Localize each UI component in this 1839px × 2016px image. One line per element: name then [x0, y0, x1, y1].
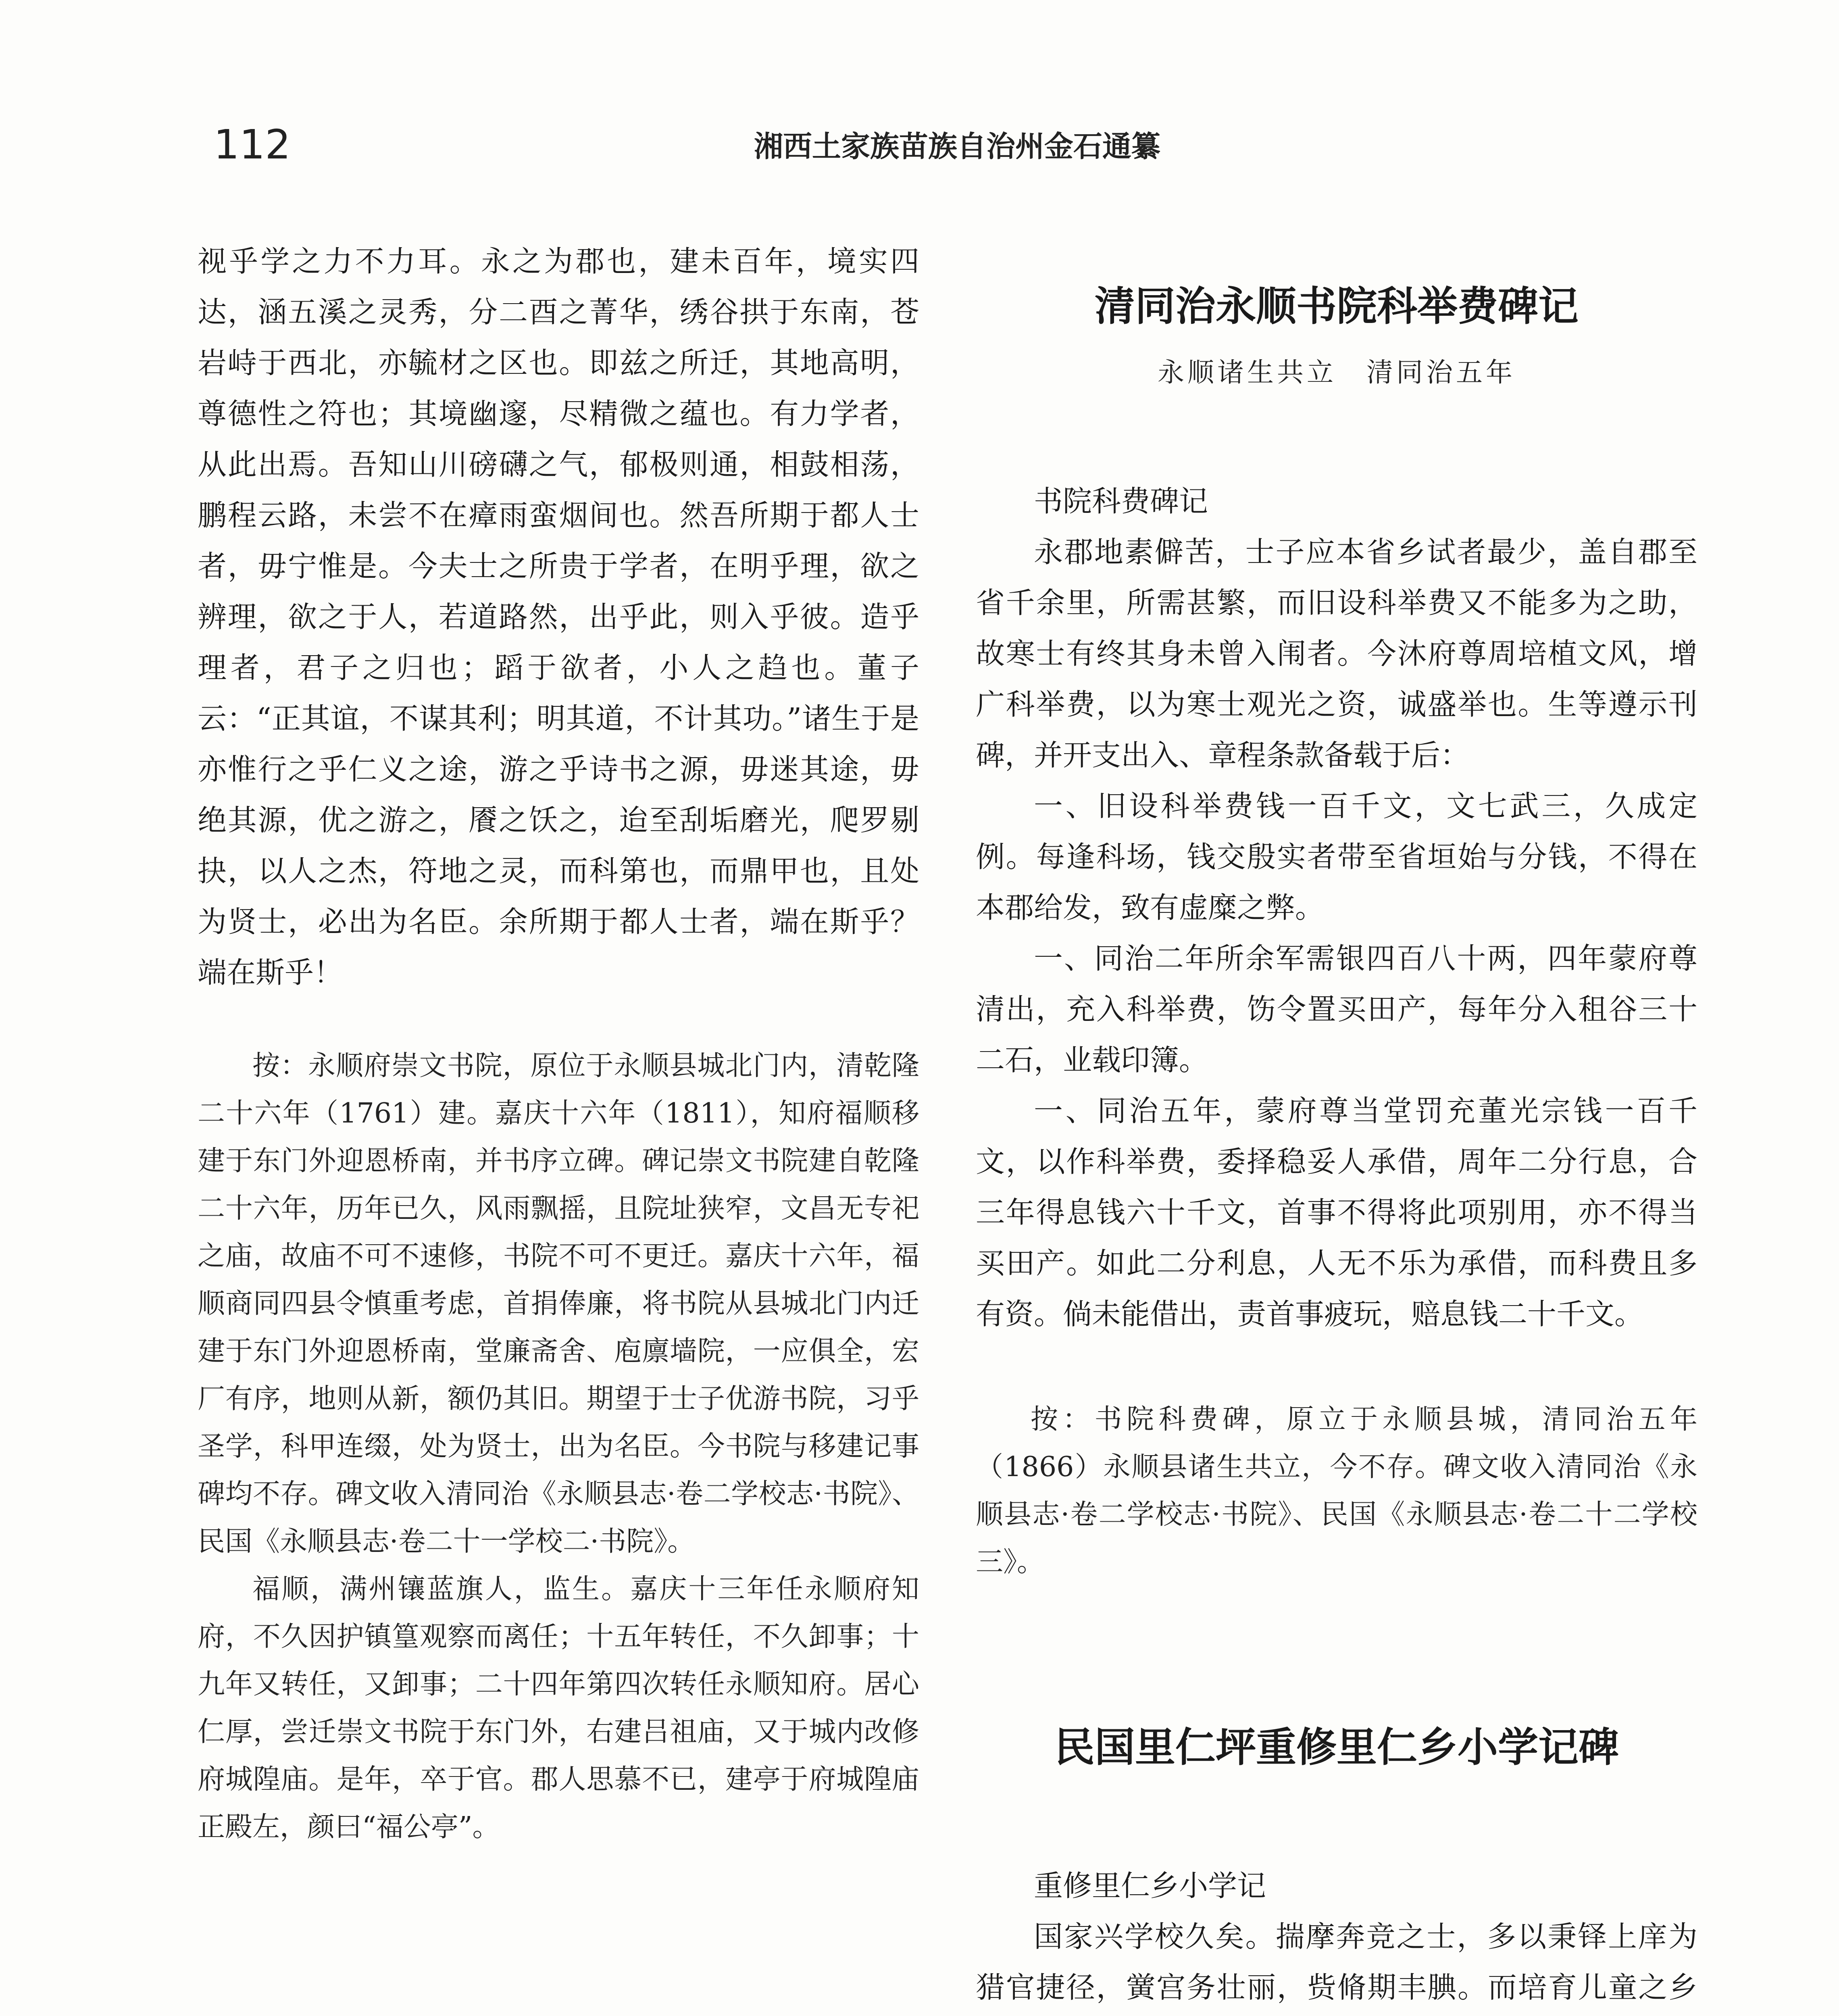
- left-column: [198, 236, 919, 1851]
- article1-paragraph: 一、旧设科举费钱一百千文，文七武三，久成定例。每逢科场，钱交殷实者带至省垣始与分钱，不得在本郡给发，致有虚糜之弊。: [976, 789, 1697, 925]
- article1-byline: 永顺诸生共立 清同治五年: [1158, 357, 1516, 388]
- left-body-paragraph: 视乎学之力不力耳。永之为郡也，建未百年，境实四达，涵五溪之灵秀，分二酉之菁华，绣谷拱于东南，苍岩峙于西北，亦毓材之区也。即兹之所迁，其地高明，尊德性之符也；其境幽邃，尽精微之蕴也。有力学者，从此出焉。吾知山川磅礴之气，郁极则通，相鼓相荡，鹏程云路，未尝不在瘴雨蛮烟间也。然吾所期于都人士者，毋宁惟是。今夫士之所贵于学者，在明乎理，欲之辨理，欲之于人，若道路然，出乎此，则入乎彼。造乎理者，君子之归也；蹈于欲者，小人之趋也。董子云：“正其谊，不谋其利；明其道，不计其功。”诸生于是亦惟行之乎仁义之途，游之乎诗书之源，毋迷其途，毋绝其源，优之游之，餍之饫之，迨至刮垢磨光，爬罗剔抉，以人之杰，符地之灵，而科第也，而鼎甲也，且处为贤士，必出为名臣。余所期于都人士者，端在斯乎？端在斯乎！: [198, 244, 919, 989]
- article1-paragraph: 一、同治五年，蒙府尊当堂罚充董光宗钱一百千文，以作科举费，委择稳妥人承借，周年二分行息，合三年得息钱六十千文，首事不得将此项别用，亦不得当买田产。如此二分利息，人无不乐为承借，而科费且多有资。倘未能借出，责首事疲玩，赔息钱二十千文。: [976, 1094, 1697, 1331]
- article1-note: 按：书院科费碑，原立于永顺县城，清同治五年（1866）永顺县诸生共立，今不存。碑文收入清同治《永顺县志·卷二学校志·书院》、民国《永顺县志·卷二十二学校三》。: [976, 1404, 1697, 1578]
- right-column: [976, 278, 1697, 2016]
- page-number: 112: [214, 121, 291, 168]
- article1-paragraph: 永郡地素僻苦，士子应本省乡试者最少，盖自郡至省千余里，所需甚繁，而旧设科举费又不能多为之助，故寒士有终其身未曾入闱者。今沐府尊周培植文风，增广科举费，以为寒士观光之资，诚盛举也。生等遵示刊碑，并开支出入、章程条款备载于后：: [976, 535, 1697, 772]
- left-note-fushun-paragraph: 福顺，满州镶蓝旗人，监生。嘉庆十三年任永顺府知府，不久因护镇篁观察而离任；十五年转任，不久卸事；十九年又转任，又卸事；二十四年第四次转任永顺知府。居心仁厚，尝迁崇文书院于东门外，右建吕祖庙，又于城内改修府城隍庙。是年，卒于官。郡人思慕不已，建亭于府城隍庙正殿左，颜曰“福公亭”。: [198, 1573, 919, 1843]
- article2-paragraph: 国家兴学校久矣。揣摩奔竞之士，多以秉铎上庠为猎官捷径，黉宫务壮丽，赀脩期丰腆。而培育儿童之乡: [976, 1920, 1697, 2004]
- article1-paragraph: 一、同治二年所余军需银四百八十两，四年蒙府尊清出，充入科举费，饬令置买田产，每年分入租谷三十二石，业载印簿。: [976, 941, 1697, 1077]
- left-note-paragraph: 按：永顺府崇文书院，原位于永顺县城北门内，清乾隆二十六年（1761）建。嘉庆十六年（1811），知府福顺移建于东门外迎恩桥南，并书序立碑。碑记崇文书院建自乾隆二十六年，历年已久，风雨飘摇，且院址狭窄，文昌无专祀之庙，故庙不可不速修，书院不可不更迁。嘉庆十六年，福顺商同四县令慎重考虑，首捐俸廉，将书院从县城北门内迁建于东门外迎恩桥南，堂廉斋舍、庖廪墙院，一应俱全，宏厂有序，地则从新，额仍其旧。期望于士子优游书院，习乎圣学，科甲连缀，处为贤士，出为名臣。今书院与移建记事碑均不存。碑文收入清同治《永顺县志·卷二学校志·书院》、民国《永顺县志·卷二十一学校二·书院》。: [198, 1050, 919, 1558]
- article1-subhead: 书院科费碑记: [1034, 484, 1208, 518]
- article1-title: 清同治永顺书院科举费碑记: [1095, 283, 1579, 330]
- article2-subhead: 重修里仁乡小学记: [1034, 1869, 1266, 1903]
- running-head-book-title: 湘西土家族苗族自治州金石通纂: [754, 129, 1161, 163]
- article2-title: 民国里仁坪重修里仁乡小学记碑: [1054, 1724, 1619, 1771]
